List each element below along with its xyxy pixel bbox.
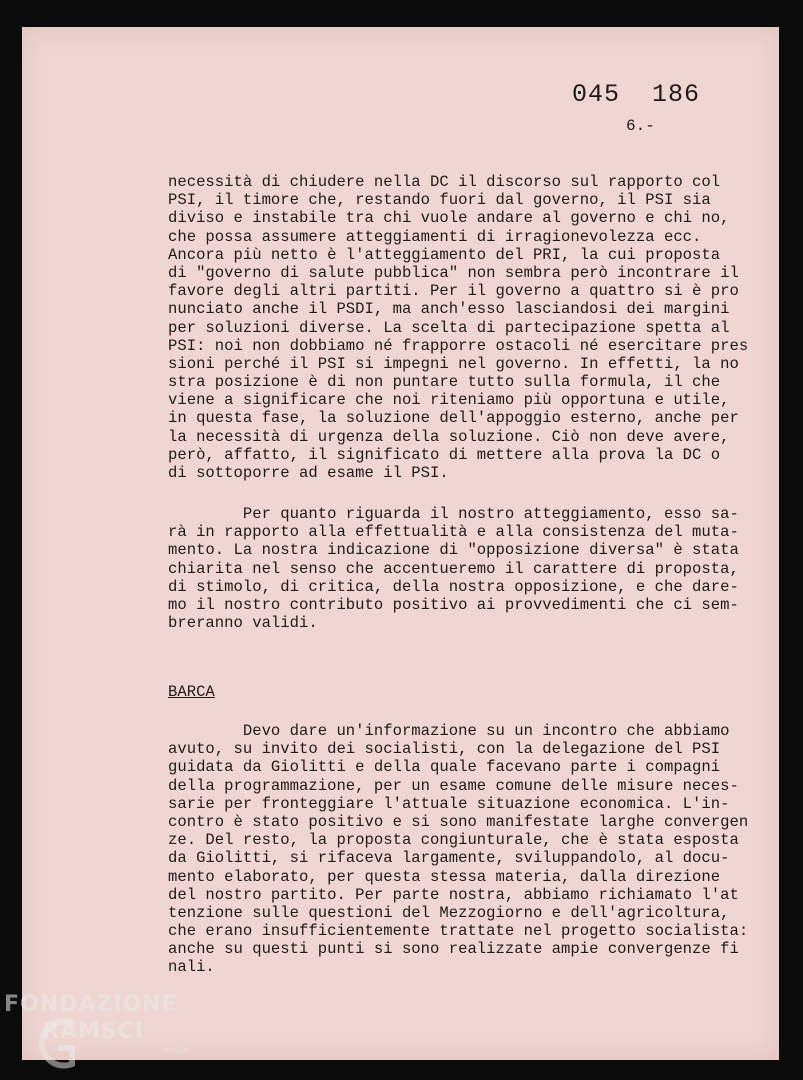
text-line: la necessità di urgenza della soluzione. Ciò non deve avere,: [168, 427, 730, 446]
text-line: nunciato anche il PSDI, ma anch'esso lasciandosi dei margini: [168, 300, 730, 319]
page-number: 6.-: [626, 117, 655, 135]
text-line: diviso e instabile tra chi vuole andare al governo e chi no,: [168, 209, 730, 228]
text-line: della programmazione, per un esame comune delle misure neces-: [168, 776, 739, 795]
text-line: favore degli altri partiti. Per il governo a quattro si è pro: [168, 282, 739, 301]
text-line: tenzione sulle questioni del Mezzogiorno e dell'agricoltura,: [168, 903, 730, 922]
text-line: mo il nostro contributo positivo ai provvedimenti che ci sem-: [168, 595, 739, 614]
text-line: in questa fase, la soluzione dell'appoggio esterno, anche per: [168, 409, 739, 428]
text-line: per soluzioni diverse. La scelta di partecipazione spetta al: [168, 318, 730, 337]
watermark-line1: FONDAZIONE: [4, 992, 178, 1017]
watermark-onlus: onlus: [164, 1046, 189, 1056]
watermark-line2: RAMSCI: [42, 1019, 145, 1044]
fondazione-gramsci-watermark: [4, 992, 189, 1056]
text-line: breranno validi.: [168, 614, 318, 633]
text-line: anche su questi punti si sono realizzate ampie convergenze fi: [168, 940, 739, 959]
text-line: stra posizione è di non puntare tutto sulla formula, il che: [168, 373, 721, 392]
paragraph-3: [168, 722, 768, 977]
paragraph-2: [168, 505, 768, 632]
text-line: sioni perché il PSI si impegni nel governo. In effetti, la no: [168, 354, 739, 373]
text-line: rà in rapporto alla effettualità e alla consistenza del muta-: [168, 523, 739, 542]
text-line: mento elaborato, per questa stessa materia, dalla direzione: [168, 867, 721, 886]
section-heading-barca: BARCA: [168, 683, 215, 701]
text-line: ze. Del resto, la proposta congiunturale, che è stata esposta: [168, 831, 739, 850]
text-line: sarie per fronteggiare l'attuale situazione economica. L'in-: [168, 794, 730, 813]
document-number: 045 186: [572, 80, 701, 109]
text-line: viene a significare che noi riteniamo più opportuna e utile,: [168, 391, 730, 410]
paragraph-1: [168, 173, 768, 482]
text-line: mento. La nostra indicazione di "opposizione diversa" è stata: [168, 541, 739, 560]
text-line: PSI, il timore che, restando fuori dal governo, il PSI sia: [168, 191, 711, 210]
text-line: chiarita nel senso che accentueremo il carattere di proposta,: [168, 559, 739, 578]
gramsci-logo-icon: [34, 1014, 80, 1074]
text-line: da Giolitti, si rifaceva largamente, sviluppandolo, al docu-: [168, 849, 730, 868]
text-line: Devo dare un'informazione su un incontro che abbiamo: [168, 722, 730, 740]
text-line: di "governo di salute pubblica" non sembra però incontrare il: [168, 263, 739, 282]
text-line: di stimolo, di critica, della nostra opposizione, e che dare-: [168, 577, 739, 596]
text-line: del nostro partito. Per parte nostra, abbiamo richiamato l'at: [168, 885, 739, 904]
text-line: Per quanto riguarda il nostro atteggiamento, esso sa-: [168, 505, 739, 523]
text-line: guidata da Giolitti e della quale facevano parte i compagni: [168, 758, 721, 777]
text-line: Ancora più netto è l'atteggiamento del PRI, la cui proposta: [168, 245, 721, 264]
text-line: necessità di chiudere nella DC il discorso sul rapporto col: [168, 173, 721, 191]
text-line: avuto, su invito dei socialisti, con la delegazione del PSI: [168, 740, 721, 759]
text-line: però, affatto, il significato di mettere alla prova la DC o: [168, 445, 721, 464]
text-line: PSI: noi non dobbiamo né frapporre ostacoli né esercitare pres: [168, 336, 749, 355]
text-line: che possa assumere atteggiamenti di irragionevolezza ecc.: [168, 227, 702, 246]
text-line: nali.: [168, 958, 215, 977]
text-line: di sottoporre ad esame il PSI.: [168, 464, 449, 482]
text-line: che erano insufficientemente trattate nel progetto socialista:: [168, 922, 749, 941]
text-line: contro è stato positivo e si sono manifestate larghe convergen: [168, 812, 749, 831]
